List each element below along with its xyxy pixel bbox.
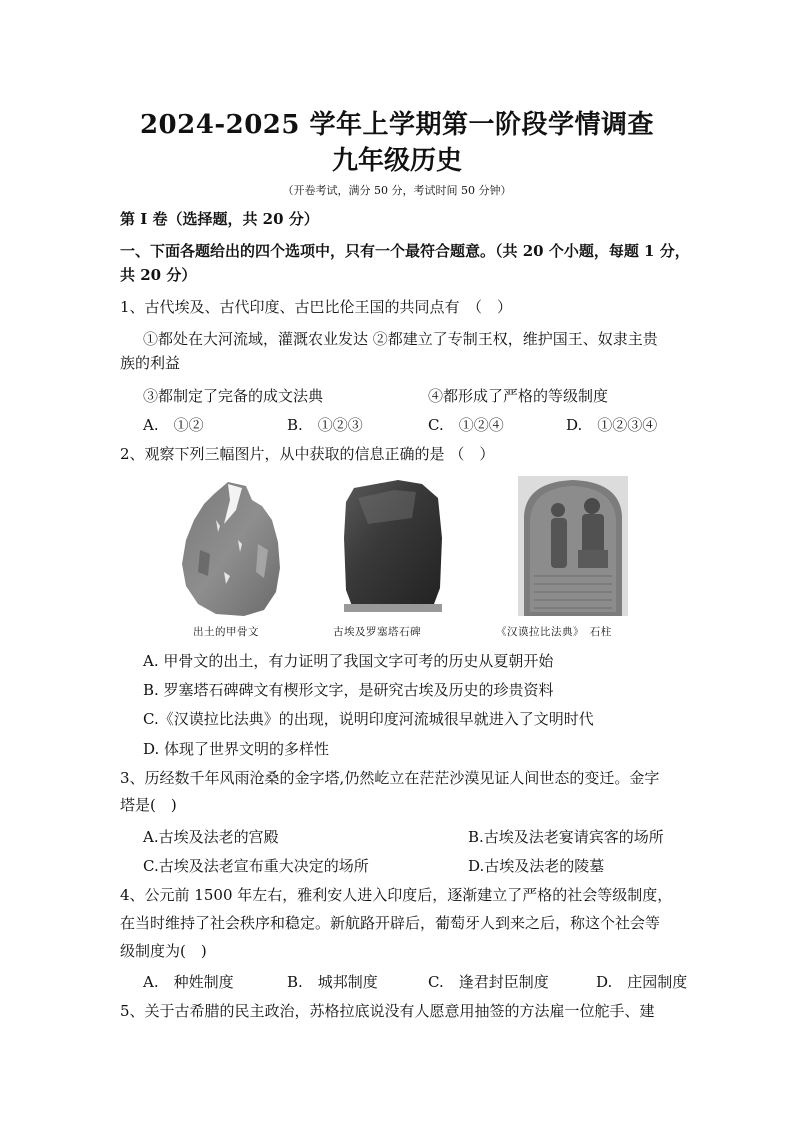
q1-item3: ③都制定了完备的成文法典 [143,387,324,405]
q4-stem-line3: 级制度为( ) [120,942,207,960]
rosetta-stone-image [338,478,448,614]
q2-stem: 2、观察下列三幅图片，从中获取的信息正确的是 （ ） [120,445,495,463]
exam-title: 2024-2025 学年上学期第一阶段学情调查 [139,110,655,140]
q4-option-b: B. 城邦制度 [287,973,378,991]
q4-option-c: C. 逢君封臣制度 [428,973,549,991]
q3-stem-line2: 塔是( ) [120,796,177,814]
q2-option-b: B. 罗塞塔石碑碑文有楔形文字，是研究古埃及历史的珍贵资料 [143,681,554,699]
q1-option-a: A. ①② [143,416,204,434]
subject-title: 九年级历史 [331,146,462,176]
q1-stem: 1、古代埃及、古代印度、古巴比伦王国的共同点有 （ ） [120,298,513,316]
exam-note: （开卷考试，满分 50 分，考试时间 50 分钟） [282,184,512,197]
q1-item1-line1: ①都处在大河流域，灌溉农业发达 ②都建立了专制王权，维护国王、奴隶主贵 [143,330,658,348]
q4-option-d: D. 庄园制度 [596,973,688,991]
q1-option-d: D. ①②③④ [566,416,658,434]
q3-option-d: D.古埃及法老的陵墓 [468,857,605,875]
q3-option-b: B.古埃及法老宴请宾客的场所 [468,828,664,846]
q3-option-c: C.古埃及法老宣布重大决定的场所 [143,857,369,875]
q3-stem-line1: 3、历经数千年风雨沧桑的金字塔,仍然屹立在茫茫沙漠见证人间世态的变迁。金字 [120,769,660,787]
q2-option-c: C.《汉谟拉比法典》的出现，说明印度河流城很早就进入了文明时代 [143,710,594,728]
part1-instruction-line2: 共 20 分） [120,266,197,284]
q4-option-a: A. 种姓制度 [143,973,234,991]
q2-option-d: D. 体现了世界文明的多样性 [143,740,330,758]
q4-stem-line2: 在当时维持了社会秩序和稳定。新航路开辟后，葡萄牙人到来之后，称这个社会等 [120,914,661,932]
q5-stem-line1: 5、关于古希腊的民主政治，苏格拉底说没有人愿意用抽签的方法雇一位舵手、建 [120,1002,655,1020]
part1-heading: 第 I 卷（选择题，共 20 分） [120,210,319,228]
q2-option-a: A. 甲骨文的出土，有力证明了我国文字可考的历史从夏朝开始 [143,652,554,670]
q1-item1-line2: 族的利益 [120,354,181,372]
caption-hammurabi-stele: 《汉谟拉比法典》 石柱 [496,626,612,638]
caption-oracle-bone: 出土的甲骨文 [193,626,259,638]
q1-option-c: C. ①②④ [428,416,504,434]
q4-stem-line1: 4、公元前 1500 年左右，雅利安人进入印度后，逐渐建立了严格的社会等级制度， [120,886,673,904]
oracle-bone-image [180,480,282,618]
q1-option-b: B. ①②③ [287,416,363,434]
q3-option-a: A.古埃及法老的宫殿 [143,828,279,846]
caption-rosetta-stone: 古埃及罗塞塔石碑 [333,626,421,638]
q1-item4: ④都形成了严格的等级制度 [428,387,609,405]
part1-instruction-line1: 一、下面各题给出的四个选项中，只有一个最符合题意。（共 20 个小题，每题 1 分， [120,242,690,260]
hammurabi-stele-image [518,476,628,616]
